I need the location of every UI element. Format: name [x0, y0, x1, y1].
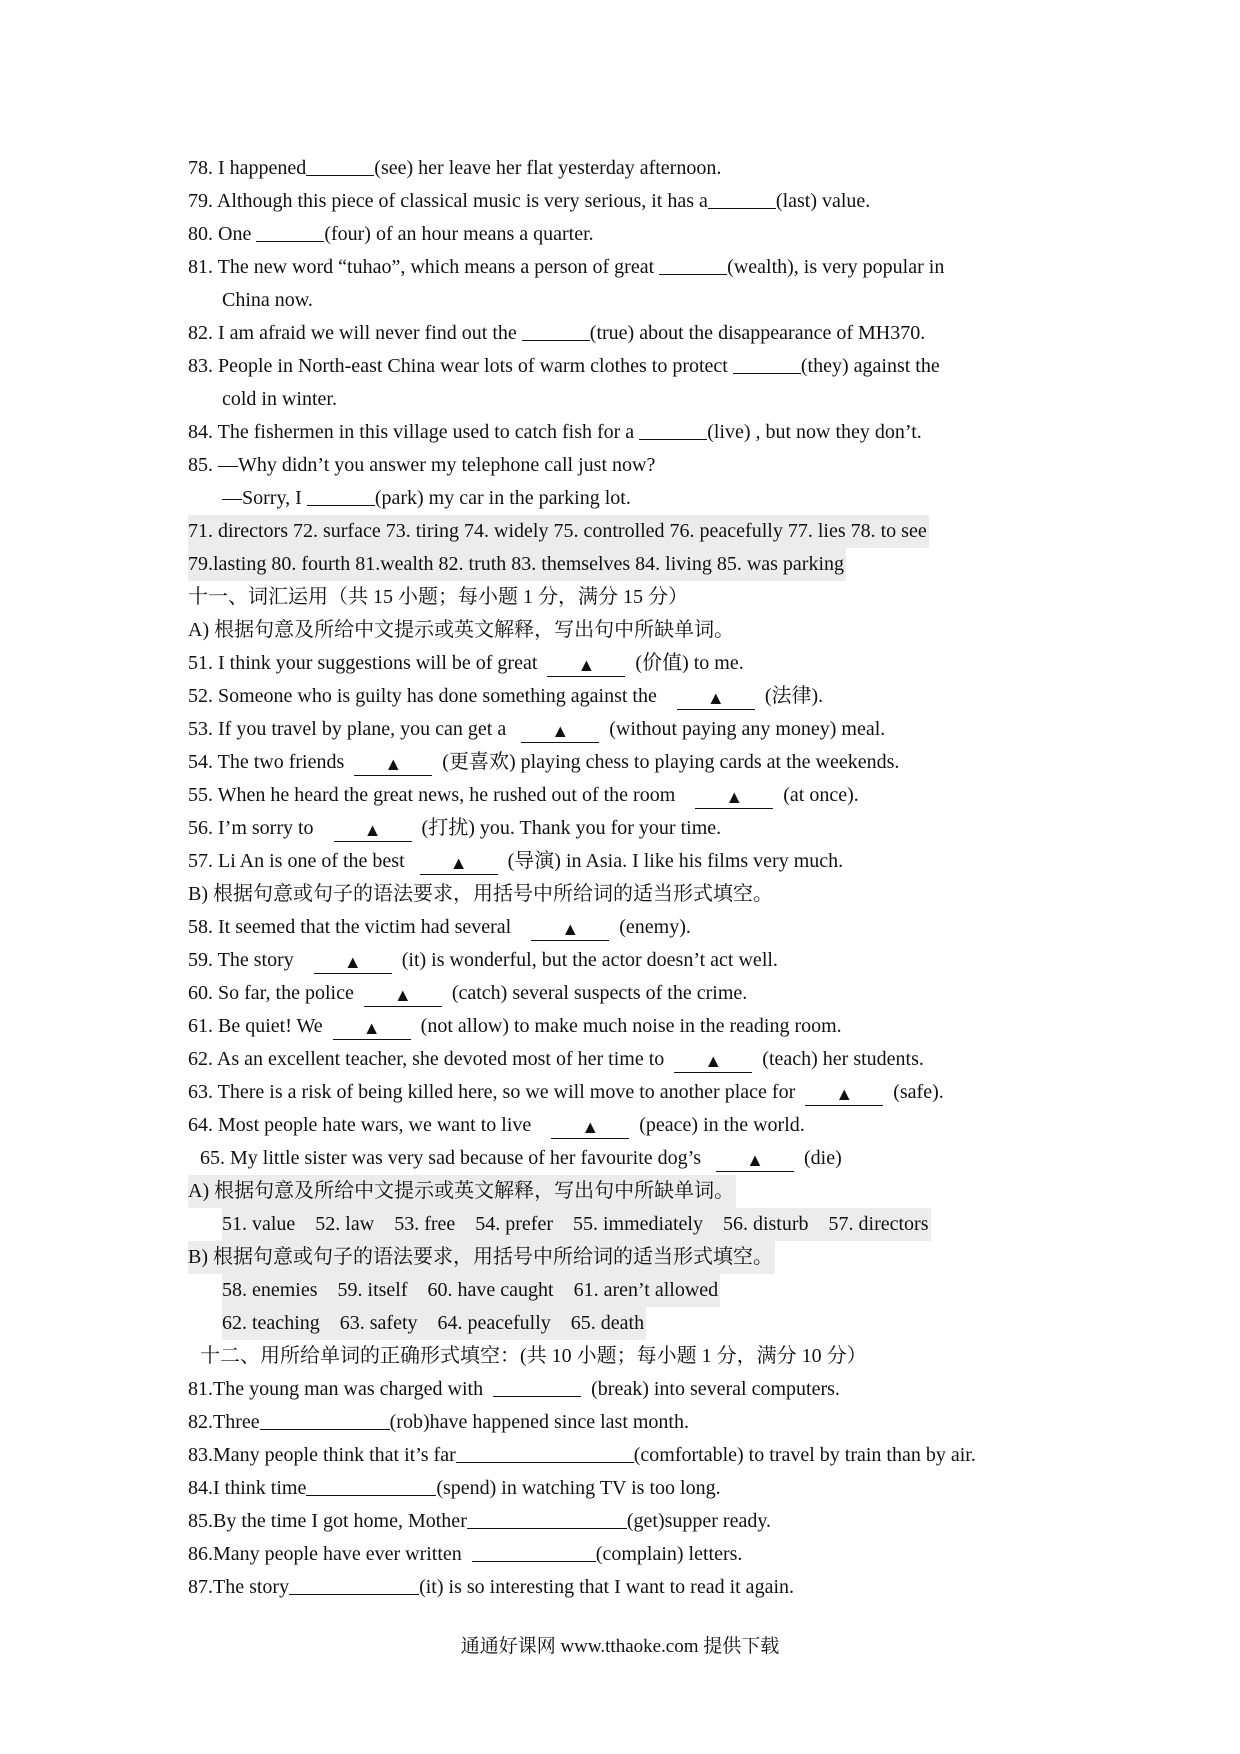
triangle-blank: ▲ — [354, 753, 432, 776]
question-54: 54. The two friends ▲ (更喜欢) playing chess to playing cards at the weekends. — [188, 751, 900, 774]
answer-part-a: 51. value 52. law 53. free 54. prefer 55. immediately 56. disturb 57. directors — [188, 1208, 1068, 1241]
answer-blank — [708, 188, 776, 209]
triangle-blank: ▲ — [420, 852, 498, 875]
answer-blank — [733, 353, 801, 374]
question-82: 82. I am afraid we will never find out the (true) about the disappearance of MH370. — [188, 322, 926, 344]
page-footer: 通通好课网 www.tthaoke.com 提供下载 — [460, 1636, 780, 1657]
triangle-blank: ▲ — [364, 984, 442, 1007]
question-65: 65. My little sister was very sad because of her favourite dog’s ▲ (die) — [200, 1147, 842, 1170]
question-63: 63. There is a risk of being killed here, so we will move to another place for ▲ (safe). — [188, 1081, 944, 1104]
question-53: 53. If you travel by plane, you can get a ▲ (without paying any money) meal. — [188, 718, 886, 741]
answer-blank — [289, 1574, 419, 1595]
question-57: 57. Li An is one of the best ▲ (导演) in Asia. I like his films very much. — [188, 850, 844, 873]
answer-blank — [306, 155, 374, 176]
answer-blank — [493, 1376, 581, 1397]
triangle-blank: ▲ — [334, 819, 412, 842]
part-b-instruction: B) 根据句意或句子的语法要求，用括号中所给词的适当形式填空。 — [188, 883, 773, 905]
question-s3-83: 83.Many people think that it’s far (comfortable) to travel by train than by air. — [188, 1444, 976, 1466]
question-60: 60. So far, the police ▲ (catch) several suspects of the crime. — [188, 982, 748, 1005]
triangle-blank: ▲ — [531, 918, 609, 941]
question-s3-82: 82.Three (rob)have happened since last month. — [188, 1411, 689, 1433]
triangle-blank: ▲ — [695, 786, 773, 809]
answer-part-b-line-2: 62. teaching 63. safety 64. peacefully 65. death — [188, 1307, 1068, 1340]
answer-key-line-2: 79.lasting 80. fourth 81.wealth 82. truth 83. themselves 84. living 85. was parking — [188, 548, 1068, 581]
question-52: 52. Someone who is guilty has done something against the ▲ (法律). — [188, 685, 824, 708]
question-81-continued: China now. — [222, 289, 313, 311]
part-a-instruction: A) 根据句意及所给中文提示或英文解释，写出句中所缺单词。 — [188, 619, 735, 641]
answer-blank — [456, 1442, 634, 1463]
answer-part-b-line-1: 58. enemies 59. itself 60. have caught 61. aren’t allowed — [188, 1274, 1068, 1307]
question-s3-87: 87.The story (it) is so interesting that I want to read it again. — [188, 1576, 794, 1598]
triangle-blank: ▲ — [677, 687, 755, 710]
triangle-blank: ▲ — [521, 720, 599, 743]
question-64: 64. Most people hate wars, we want to live ▲ (peace) in the world. — [188, 1114, 805, 1137]
question-79: 79. Although this piece of classical music is very serious, it has a (last) value. — [188, 190, 871, 212]
question-80: 80. One (four) of an hour means a quarter. — [188, 223, 594, 245]
triangle-blank: ▲ — [314, 951, 392, 974]
triangle-blank: ▲ — [333, 1017, 411, 1040]
answer-key-line-1: 71. directors 72. surface 73. tiring 74. widely 75. controlled 76. peacefully 77. lies 78. to see — [188, 515, 1068, 548]
question-84: 84. The fishermen in this village used to catch fish for a (live) , but now they don’t. — [188, 421, 922, 443]
question-61: 61. Be quiet! We ▲ (not allow) to make much noise in the reading room. — [188, 1015, 842, 1038]
question-s3-81: 81.The young man was charged with (break) into several computers. — [188, 1378, 840, 1400]
question-58: 58. It seemed that the victim had several ▲ (enemy). — [188, 916, 691, 939]
question-81: 81. The new word “tuhao”, which means a person of great (wealth), is very popular in — [188, 256, 945, 278]
answer-part-b-heading: B) 根据句意或句子的语法要求，用括号中所给词的适当形式填空。 — [188, 1241, 1068, 1274]
question-s3-84: 84.I think time (spend) in watching TV is too long. — [188, 1477, 721, 1499]
triangle-blank: ▲ — [805, 1083, 883, 1106]
question-59: 59. The story ▲ (it) is wonderful, but the actor doesn’t act well. — [188, 949, 778, 972]
question-83-continued: cold in winter. — [222, 388, 337, 410]
question-78: 78. I happened (see) her leave her flat yesterday afternoon. — [188, 157, 722, 179]
answer-blank — [307, 485, 375, 506]
triangle-blank: ▲ — [674, 1050, 752, 1073]
question-s3-85: 85.By the time I got home, Mother (get)supper ready. — [188, 1510, 772, 1532]
question-85-reply: —Sorry, I (park) my car in the parking lot. — [222, 487, 631, 509]
answer-blank — [472, 1541, 596, 1562]
question-83: 83. People in North-east China wear lots of warm clothes to protect (they) against the — [188, 355, 940, 377]
answer-blank — [260, 1409, 390, 1430]
question-62: 62. As an excellent teacher, she devoted most of her time to ▲ (teach) her students. — [188, 1048, 924, 1071]
triangle-blank: ▲ — [716, 1149, 794, 1172]
question-s3-86: 86.Many people have ever written (complain) letters. — [188, 1543, 743, 1565]
answer-blank — [306, 1475, 436, 1496]
answer-blank — [256, 221, 324, 242]
answer-part-a-heading: A) 根据句意及所给中文提示或英文解释，写出句中所缺单词。 — [188, 1175, 1068, 1208]
answer-blank — [522, 320, 590, 341]
question-51: 51. I think your suggestions will be of great ▲ (价值) to me. — [188, 652, 744, 675]
section-heading-11: 十一、词汇运用（共 15 小题；每小题 1 分，满分 15 分） — [188, 586, 688, 608]
triangle-blank: ▲ — [551, 1116, 629, 1139]
answer-blank — [659, 254, 727, 275]
section-heading-12: 十二、用所给单词的正确形式填空：(共 10 小题；每小题 1 分，满分 10 分） — [200, 1345, 867, 1367]
question-55: 55. When he heard the great news, he rushed out of the room ▲ (at once). — [188, 784, 859, 807]
answer-blank — [639, 419, 707, 440]
answer-blank — [467, 1508, 627, 1529]
question-56: 56. I’m sorry to ▲ (打扰) you. Thank you for your time. — [188, 817, 722, 840]
triangle-blank: ▲ — [547, 654, 625, 677]
question-85: 85. —Why didn’t you answer my telephone call just now? — [188, 454, 656, 476]
exercise-content — [188, 152, 1068, 1604]
